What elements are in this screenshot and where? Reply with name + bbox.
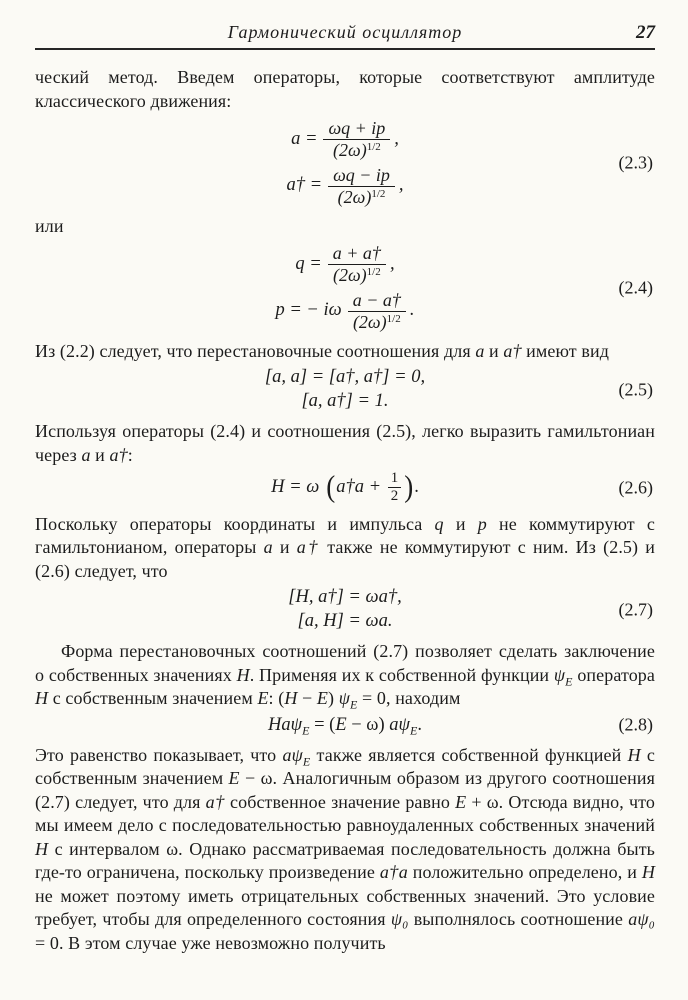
equation-line: [35, 166, 655, 207]
equation-number: (2.8): [618, 714, 653, 735]
denominator-exponent: 1/2: [371, 187, 386, 200]
equation-2-6: [35, 468, 655, 505]
paragraph-hamiltonian: Используя операторы (2.4) и соотношения (2.5), легко выразить гамильтониан через a и a†:: [35, 421, 655, 465]
fraction-denominator: [328, 187, 395, 207]
fraction-numerator: 1: [388, 471, 402, 488]
equation-2-5-body: [35, 367, 655, 412]
fraction: [388, 471, 402, 505]
equation-2-7: [35, 587, 655, 632]
fraction: [348, 291, 406, 332]
open-paren: (: [326, 468, 336, 504]
equation-tail: ,: [394, 128, 399, 149]
fraction-numerator: a − a†: [348, 291, 406, 312]
running-head-title: Гармонический осциллятор: [227, 22, 463, 42]
fraction: [328, 244, 386, 285]
equation-2-5: [35, 367, 655, 412]
fraction-denominator: 2: [390, 487, 399, 504]
equation-2-4-body: [35, 244, 655, 332]
paragraph-conclusion: Это равенство показывает, что $a\psi_E$ также является собственной функцией H с собственным значением E − ω. Аналогичным образом из другого соотношения (2.7) следует, что для a† собственное значение равно E + ω. Отсюда видно, что мы имеем дело с последовательностью равноудаленных собственных значений H с интервалом ω. Однако рассматриваемая последовательность должна быть где-то ограничена, поскольку произведение a†a положительно определено, и H не может поэтому иметь отрицательных собственных значений. Это условие требует, чтобы для определенного состояния ψ₀ выполнялось соотношение aψ₀ = 0. В этом случае уже невозможно получить: [35, 744, 656, 953]
equation-lhs: H = ω: [271, 477, 320, 498]
fraction-denominator: [348, 312, 406, 332]
fraction-numerator: ωq − ip: [328, 166, 395, 187]
denominator-exponent: 1/2: [386, 312, 401, 325]
paragraph-eigenvalues: Форма перестановочных соотношений (2.7) позволяет сделать заключение о собственных значениях H. Применяя их к собственной функции $\psi_E$ оператора H с собственным значением E: (H − E) $\psi_E = 0$, находим: [35, 641, 655, 712]
denominator-base: (2ω): [337, 186, 372, 207]
equation-line: [a, a†] = 1.: [301, 391, 389, 412]
equation-lhs: a =: [291, 128, 318, 149]
equation-2-8-body: Haψ$_E$ = (E − ω) $a\psi_E$.: [268, 714, 422, 738]
head-rule: [35, 48, 655, 50]
fraction-numerator: ωq + ip: [323, 119, 390, 140]
denominator-base: (2ω): [332, 264, 367, 285]
fraction: [328, 166, 395, 207]
denominator-exponent: 1/2: [366, 140, 381, 153]
equation-tail: .: [414, 477, 419, 498]
fraction: [323, 119, 390, 160]
equation-number: (2.5): [618, 379, 653, 400]
equation-number: (2.7): [618, 599, 653, 620]
fraction-denominator: [323, 140, 390, 160]
equation-2-3-body: [35, 119, 655, 207]
equation-lhs: a† =: [286, 175, 323, 196]
equation-line: [35, 244, 655, 285]
page-number: 27: [636, 22, 655, 43]
equation-line: [35, 119, 655, 160]
equation-number: (2.6): [618, 477, 653, 498]
equation-number: (2.4): [618, 277, 653, 298]
equation-lhs: p = − iω: [275, 300, 342, 321]
equation-mid: a†a +: [336, 477, 382, 498]
equation-tail: ,: [389, 253, 395, 274]
fraction-denominator: [328, 265, 386, 285]
close-paren: ): [404, 468, 414, 504]
paragraph-or: или: [35, 215, 64, 236]
paragraph-commutators: Из (2.2) следует, что перестановочные соотношения для a и a† имеют вид: [35, 340, 609, 361]
equation-line: [H, a†] = ωa†,: [288, 587, 402, 608]
equation-2-6-body: [35, 468, 655, 505]
equation-line: [35, 291, 655, 332]
equation-line: [a, a] = [a†, a†] = 0,: [264, 367, 426, 388]
equation-tail: ,: [398, 175, 404, 196]
paragraph-noncommuting: Поскольку операторы координаты и импульса q и p не коммутируют с гамильтонианом, операторы a и a† также не коммутируют с ним. Из (2.5) и (2.6) следует, что: [35, 513, 656, 581]
equation-2-8: [35, 715, 655, 736]
denominator-base: (2ω): [332, 139, 367, 160]
equation-2-3: [35, 119, 655, 207]
equation-line: [a, H] = ωa.: [297, 611, 393, 632]
fraction-numerator: a + a†: [328, 244, 386, 265]
equation-lhs: q =: [295, 253, 322, 274]
equation-number: (2.3): [618, 152, 653, 173]
equation-tail: .: [409, 300, 415, 321]
running-head: [35, 22, 655, 44]
equation-2-7-body: [35, 587, 655, 632]
equation-2-4: [35, 244, 655, 332]
denominator-base: (2ω): [352, 311, 387, 332]
denominator-exponent: 1/2: [366, 265, 381, 278]
paragraph-intro: ческий метод. Введем операторы, которые соответствуют амплитуде классического движения:: [35, 67, 655, 111]
